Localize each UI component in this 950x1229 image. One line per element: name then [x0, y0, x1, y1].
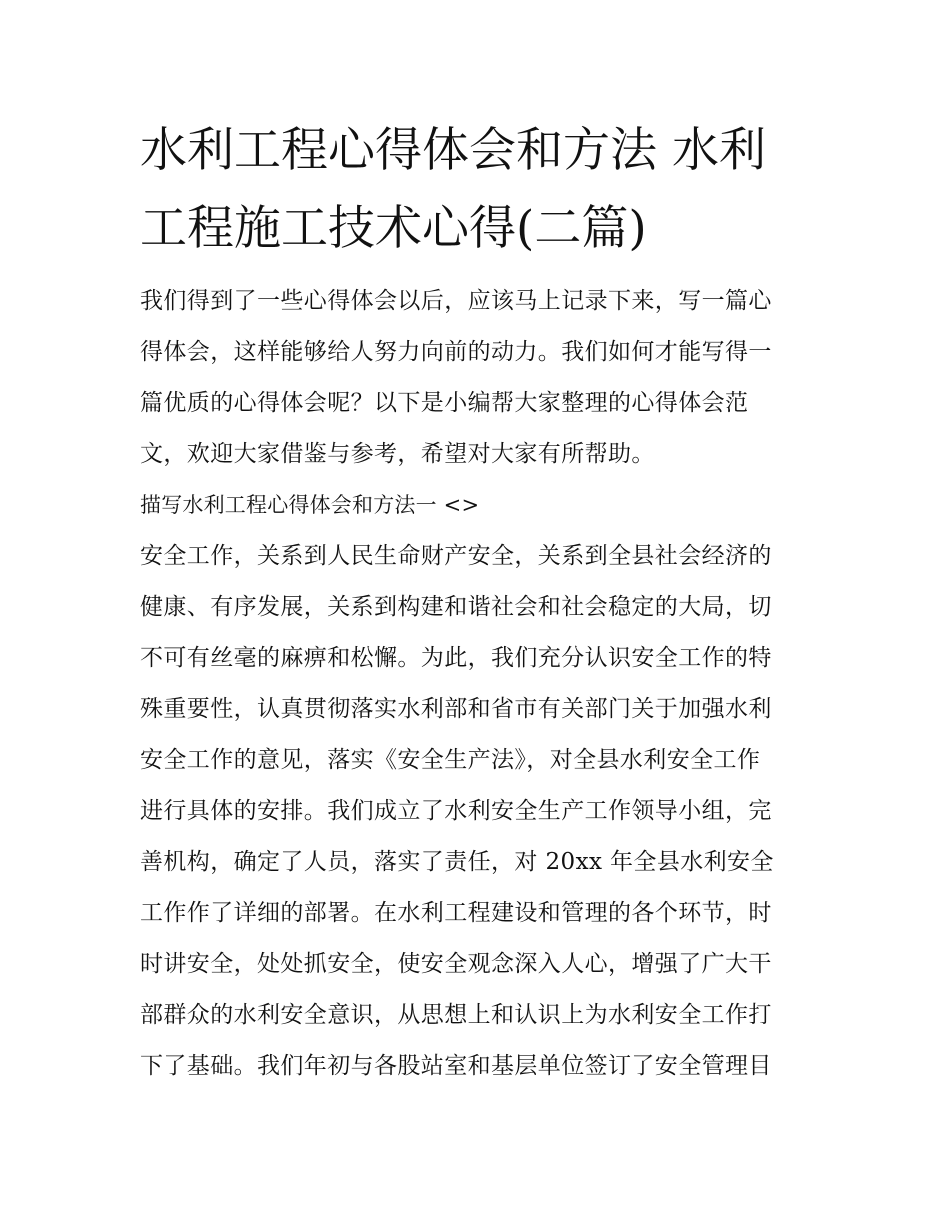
- intro-line: 文，欢迎大家借鉴与参考，希望对大家有所帮助。: [140, 441, 655, 467]
- document-body: [140, 281, 820, 1097]
- section-line: 不可有丝毫的麻痹和松懈。为此，我们充分认识安全工作的特: [140, 645, 772, 671]
- section-line: 安全工作，关系到人民生命财产安全，关系到全县社会经济的: [140, 543, 772, 569]
- intro-line: 得体会，这样能够给人努力向前的动力。我们如何才能写得一: [140, 339, 772, 365]
- title-line: 工程施工技术心得(二篇): [140, 201, 647, 256]
- document-title: [140, 112, 820, 268]
- section-line: 时讲安全，处处抓安全，使安全观念深入人心，增强了广大干: [140, 951, 772, 977]
- section-line: 安全工作的意见，落实《安全生产法》，对全县水利安全工作: [140, 747, 761, 773]
- section-line: 健康、有序发展，关系到构建和谐社会和社会稳定的大局，切: [140, 594, 772, 620]
- section-heading: 描写水利工程心得体会和方法一 <>: [140, 493, 480, 517]
- title-line: 水利工程心得体会和方法 水利: [140, 123, 766, 178]
- section-line: 殊重要性，认真贯彻落实水利部和省市有关部门关于加强水利: [140, 696, 772, 722]
- section-line: 进行具体的安排。我们成立了水利安全生产工作领导小组，完: [140, 798, 772, 824]
- intro-line: 我们得到了一些心得体会以后，应该马上记录下来，写一篇心: [140, 288, 772, 314]
- section-line: 下了基础。我们年初与各股站室和基层单位签订了安全管理目: [140, 1053, 772, 1079]
- intro-line: 篇优质的心得体会呢？以下是小编帮大家整理的心得体会范: [140, 390, 749, 416]
- section-line: 工作作了详细的部署。在水利工程建设和管理的各个环节，时: [140, 900, 772, 926]
- section-line: 部群众的水利安全意识，从思想上和认识上为水利安全工作打: [140, 1002, 772, 1028]
- section-line: 善机构，确定了人员，落实了责任，对 20xx 年全县水利安全: [140, 849, 774, 875]
